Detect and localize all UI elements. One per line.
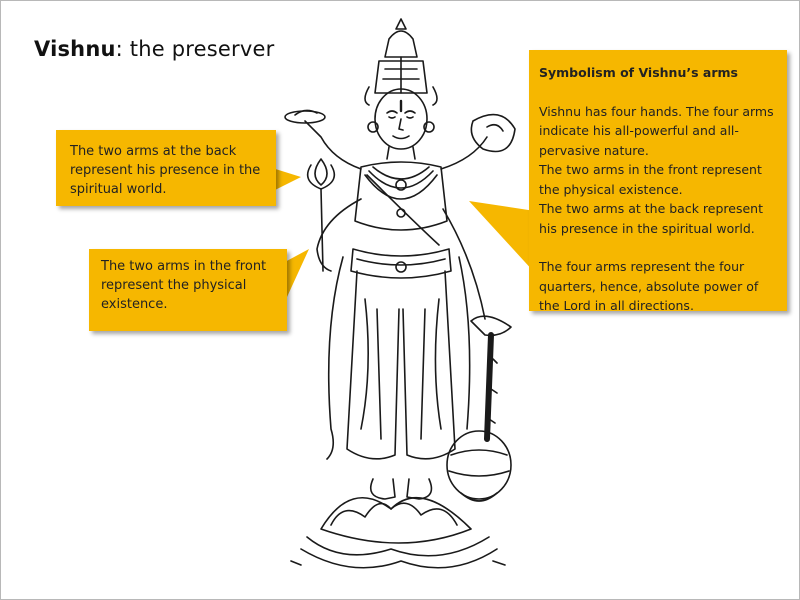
symbolism-heading: Symbolism of Vishnu’s arms	[539, 65, 738, 80]
callout-front-arms	[89, 249, 287, 331]
callout-back-arms	[56, 130, 276, 206]
symbolism-line-2: The two arms in the front represent the physical existence.	[539, 162, 762, 197]
pointer-symbolism	[469, 201, 535, 273]
title-bold: Vishnu	[34, 37, 116, 61]
title-rest: : the preserver	[115, 37, 275, 61]
callout-back-arms-text: The two arms at the back represent his presence in the spiritual world.	[70, 144, 261, 197]
symbolism-line-3: The two arms at the back represent his presence in the spiritual world.	[539, 201, 763, 236]
symbolism-line-4: The four arms represent the four quarters, hence, absolute power of the Lord in all directions.	[539, 259, 759, 313]
callout-symbolism	[529, 50, 787, 311]
symbolism-line-1: Vishnu has four hands. The four arms indicate his all-powerful and all-pervasive nature.	[539, 103, 774, 158]
callout-front-arms-text: The two arms in the front represent the physical existence.	[101, 259, 267, 312]
